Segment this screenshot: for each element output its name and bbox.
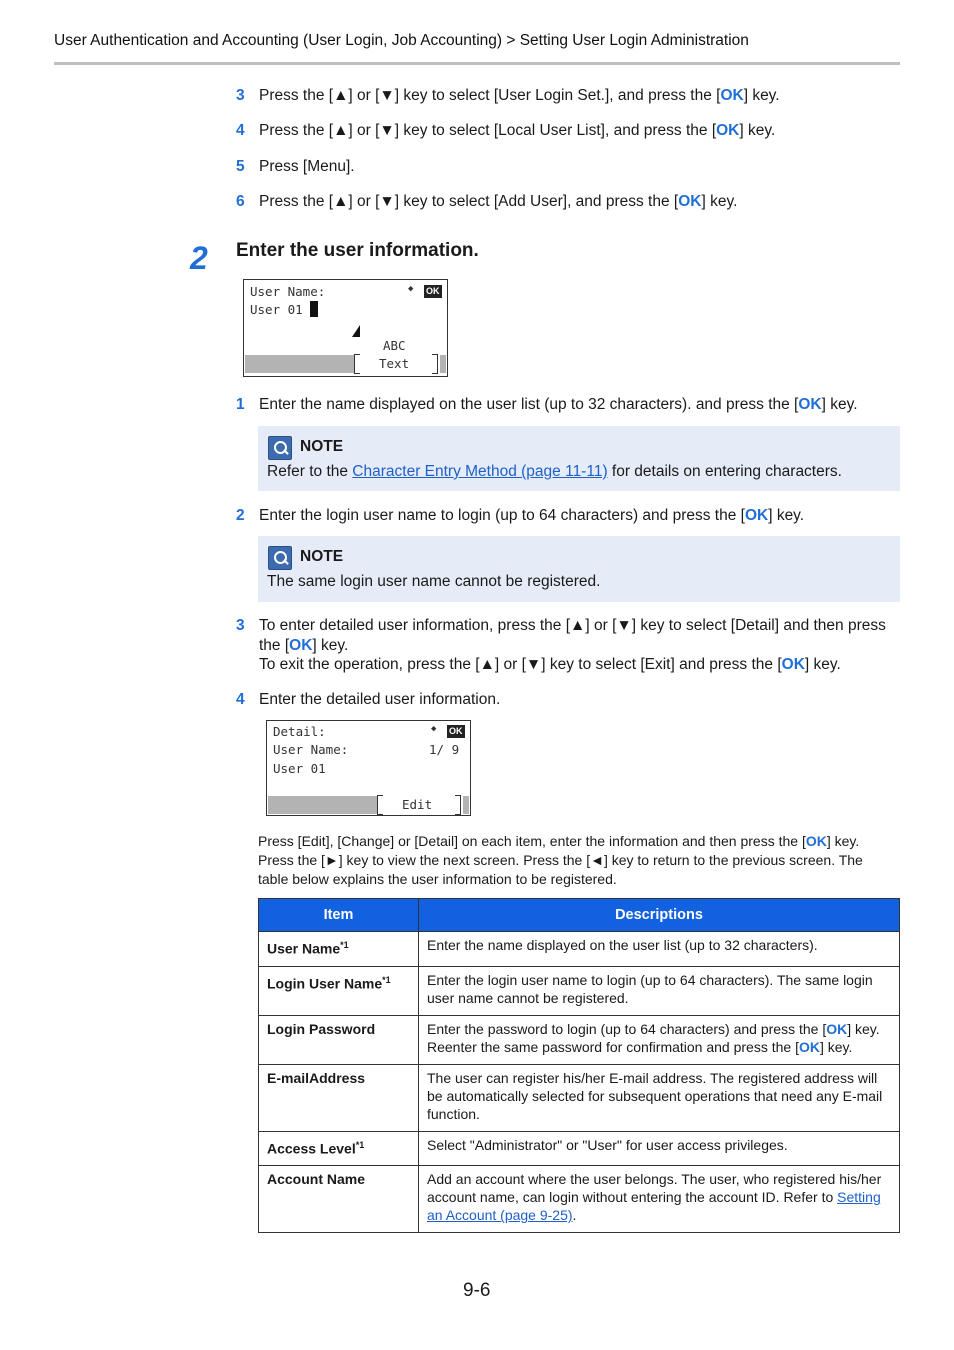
- lcd-bar-end: [463, 796, 469, 814]
- page-number: 9-6: [463, 1280, 491, 1301]
- lcd-value: User 01: [273, 761, 326, 776]
- header-descriptions: Descriptions: [419, 899, 900, 932]
- header-divider: [54, 62, 900, 65]
- lcd-detail-screen: [266, 720, 471, 816]
- lcd-mode: ABC: [383, 338, 406, 353]
- bracket-right: [455, 795, 461, 815]
- lcd-value: User 01: [250, 302, 303, 317]
- softkey-text[interactable]: Text: [379, 356, 410, 371]
- bracket-left: [354, 354, 360, 374]
- note-title: NOTE: [300, 548, 344, 565]
- cursor-marker-icon: [352, 325, 360, 337]
- cursor-block: [310, 301, 318, 317]
- user-info-table: [258, 898, 900, 1233]
- bracket-right: [432, 354, 438, 374]
- note-icon: [268, 546, 292, 570]
- lcd-label: Detail:: [273, 724, 326, 739]
- header-item: Item: [259, 899, 419, 932]
- section-number: 2: [190, 240, 208, 276]
- lcd-bar-end: [440, 355, 446, 373]
- lcd-user-name-screen: [243, 279, 448, 377]
- breadcrumb: User Authentication and Accounting (User Login, Job Accounting) > Setting User Login Administration: [54, 32, 749, 49]
- table-row: Login User Name$^{*1}$ Enter the login user name to login (up to 64 characters). The same login user name cannot be registered.: [259, 966, 900, 1015]
- nav-arrows-icon: ◆: [408, 284, 414, 294]
- note-box-1: [258, 426, 900, 491]
- instructions-paragraph: Press [Edit], [Change] or [Detail] on each item, enter the information and then press the [OK] key. Press the [►] key to view the next screen. Press the [◄] key to return to the previous screen. The table below explains the user information to be registered.: [258, 833, 863, 887]
- table-row: E-mailAddress The user can register his/her E-mail address. The registered address will be automatically selected for subsequent operations that need any E-mail function.: [259, 1064, 900, 1131]
- note-box-2: [258, 536, 900, 602]
- table-row: Account Name Add an account where the user belongs. The user, who registered his/her account name, can login without entering the account ID. Refer to Setting an Account (page 9-25).: [259, 1166, 900, 1233]
- bracket-left: [377, 795, 383, 815]
- table-row: User Name$^{*1}$ Enter the name displayed on the user list (up to 32 characters).: [259, 932, 900, 967]
- note-title: NOTE: [300, 438, 344, 455]
- lcd-page: 1/ 9: [429, 742, 460, 757]
- ok-icon: OK: [426, 286, 440, 296]
- section-title: Enter the user information.: [236, 240, 479, 261]
- setting-account-link[interactable]: Setting an Account (page 9-25): [427, 1189, 881, 1224]
- lcd-label: User Name:: [250, 284, 326, 299]
- lcd-bar: [245, 355, 354, 373]
- table-row: Access Level$^{*1}$ Select "Administrator" or "User" for user access privileges.: [259, 1131, 900, 1166]
- note-icon: [268, 436, 292, 460]
- note-body: The same login user name cannot be registered.: [267, 573, 601, 590]
- softkey-edit[interactable]: Edit: [402, 797, 433, 812]
- table-header-row: [259, 899, 900, 932]
- table-row: Login Password Enter the password to login (up to 64 characters) and press the [OK] key. Reenter the same password for confirmation and press the [OK] key.: [259, 1015, 900, 1064]
- lcd-bar: [268, 796, 377, 814]
- ok-icon: OK: [449, 726, 463, 736]
- note-body: Refer to the Character Entry Method (page 11-11) for details on entering characters.: [267, 463, 842, 480]
- nav-arrows-icon: ◆: [431, 724, 437, 734]
- character-entry-link[interactable]: Character Entry Method (page 11-11): [352, 463, 608, 480]
- lcd-field: User Name:: [273, 742, 349, 757]
